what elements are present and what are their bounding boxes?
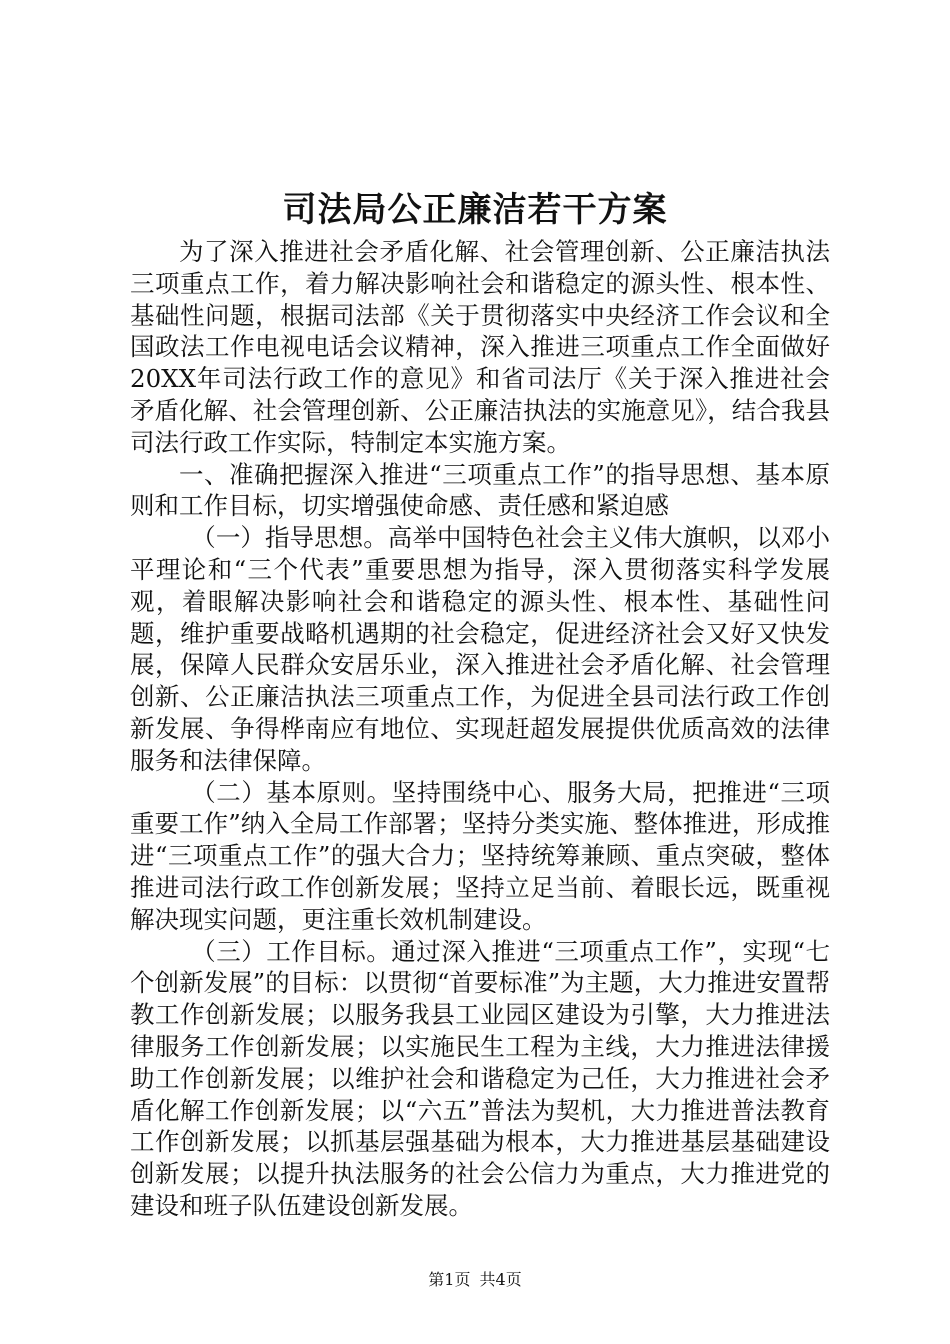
intro-paragraph: 为了深入推进社会矛盾化解、社会管理创新、公正廉洁执法三项重点工作，着力解决影响社会和谐稳定的源头性、根本性、基础性问题，根据司法部《关于贯彻落实中央经济工作会议和全国政法工作电视电话会议精神，深入推进三项重点工作全面做好20XX年司法行政工作的意见》和省司法厅《关于深入推进社会矛盾化解、社会管理创新、公正廉洁执法的实施意见》，结合我县司法行政工作实际，特制定本实施方案。	[130, 237, 830, 457]
work-goals-paragraph: （三）工作目标。通过深入推进“三项重点工作”，实现“七个创新发展”的目标：以贯彻“首要标准”为主题，大力推进安置帮教工作创新发展；以服务我县工业园区建设为引擎，大力推进法律服务工作创新发展；以实施民生工程为主线，大力推进法律援助工作创新发展；以维护社会和谐稳定为己任，大力推进社会矛盾化解工作创新发展；以“六五”普法为契机，大力推进普法教育工作创新发展；以抓基层强基础为根本，大力推进基层基础建设创新发展；以提升执法服务的社会公信力为重点，大力推进党的建设和班子队伍建设创新发展。	[130, 936, 830, 1220]
section-heading-1: 一、准确把握深入推进“三项重点工作”的指导思想、基本原则和工作目标，切实增强使命感、责任感和紧迫感	[130, 459, 830, 521]
page-number: 第1页	[428, 1270, 471, 1289]
guiding-ideology-paragraph: （一）指导思想。高举中国特色社会主义伟大旗帜，以邓小平理论和“三个代表”重要思想为指导，深入贯彻落实科学发展观，着眼解决影响社会和谐稳定的源头性、根本性、基础性问题，维护重要战略机遇期的社会稳定，促进经济社会又好又快发展，保障人民群众安居乐业，深入推进社会矛盾化解、社会管理创新、公正廉洁执法三项重点工作，为促进全县司法行政工作创新发展、争得桦南应有地位、实现赶超发展提供优质高效的法律服务和法律保障。	[130, 523, 830, 775]
page-total: 共4页	[479, 1270, 522, 1289]
basic-principles-paragraph: （二）基本原则。坚持围绕中心、服务大局，把推进“三项重要工作”纳入全局工作部署；坚持分类实施、整体推进，形成推进“三项重点工作”的强大合力；坚持统筹兼顾、重点突破，整体推进司法行政工作创新发展；坚持立足当前、着眼长远，既重视解决现实问题，更注重长效机制建设。	[130, 777, 830, 934]
document-body	[130, 236, 830, 1222]
page-footer	[0, 1270, 950, 1290]
document-title: 司法局公正廉洁若干方案	[282, 190, 668, 230]
